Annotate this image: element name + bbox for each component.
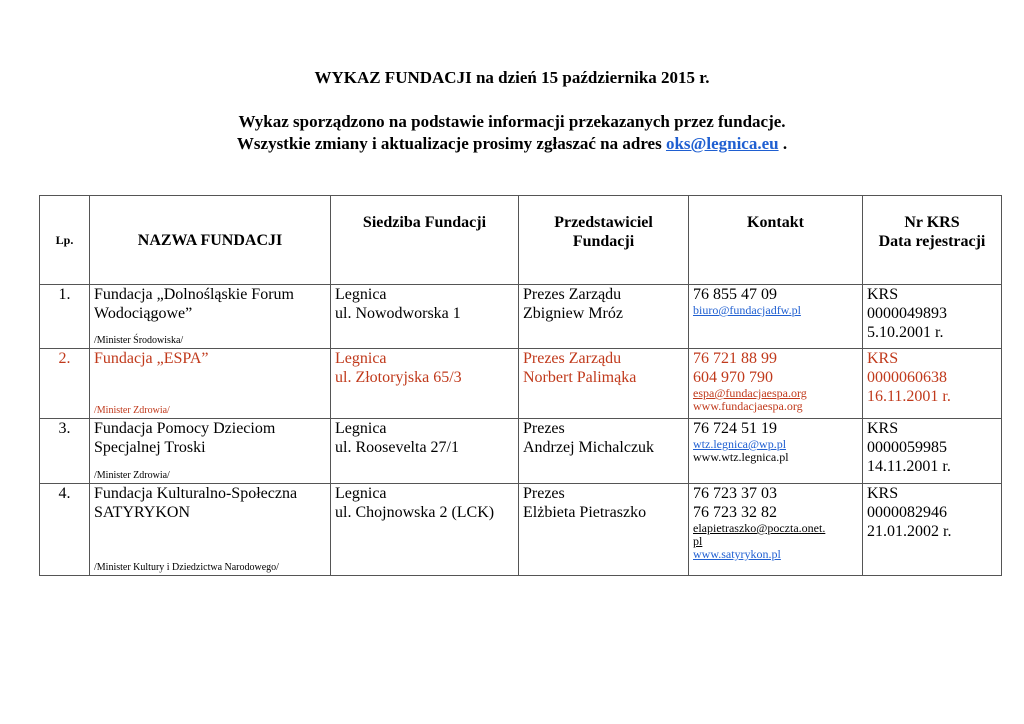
- row-name: [90, 285, 331, 349]
- row-email-link[interactable]: biuro@fundacjadfw.pl: [693, 303, 801, 317]
- row-name-line2: Wodociągowe”: [94, 305, 193, 322]
- row-email-link[interactable]: espa@fundacjaespa.org: [693, 386, 807, 400]
- row-seat: [331, 419, 519, 484]
- row-rep-role: Prezes: [523, 485, 565, 502]
- row-representative: [519, 285, 689, 349]
- row-krs-date: 21.01.2002 r.: [867, 523, 952, 540]
- document-contact-line: [0, 134, 1024, 154]
- row-lp: 4.: [40, 484, 90, 576]
- row-name-line1: Fundacja „Dolnośląskie Forum: [94, 286, 294, 303]
- contact-email-link[interactable]: oks@legnica.eu: [665, 134, 779, 153]
- row-contact: [689, 285, 863, 349]
- row-name-line1: Fundacja Kulturalno-Społeczna: [94, 485, 298, 502]
- row-minister: /Minister Zdrowia/: [94, 470, 170, 481]
- row-krs-date: 5.10.2001 r.: [867, 324, 944, 341]
- row-phone: 76 855 47 09: [693, 286, 777, 303]
- row-phone-2: 76 723 32 82: [693, 504, 777, 521]
- row-lp: 1.: [40, 285, 90, 349]
- row-email-line2[interactable]: pl: [693, 534, 703, 548]
- col-header-krs-line2: Data rejestracji: [878, 233, 986, 250]
- row-rep-person: Elżbieta Pietraszko: [523, 504, 647, 521]
- row-contact: [689, 419, 863, 484]
- row-name: [90, 349, 331, 419]
- row-krs-number: 0000060638: [867, 369, 947, 386]
- row-rep-person: Zbigniew Mróz: [523, 305, 623, 322]
- row-seat-city: Legnica: [335, 350, 387, 367]
- row-lp: 3.: [40, 419, 90, 484]
- row-website[interactable]: www.wtz.legnica.pl: [693, 450, 789, 464]
- contact-line-prefix: Wszystkie zmiany i aktualizacje prosimy zgłaszać na adres: [236, 134, 662, 153]
- row-krs: [863, 419, 1002, 484]
- row-seat: [331, 349, 519, 419]
- row-contact: [689, 484, 863, 576]
- row-name: [90, 484, 331, 576]
- row-name: [90, 419, 331, 484]
- row-minister: /Minister Kultury i Dziedzictwa Narodowego/: [94, 562, 279, 573]
- row-seat: [331, 484, 519, 576]
- col-header-rep-line2: Fundacji: [572, 233, 635, 250]
- row-rep-person: Andrzej Michalczuk: [523, 439, 655, 456]
- contact-line-suffix: .: [778, 134, 788, 153]
- row-rep-person: Norbert Palimąka: [523, 369, 637, 386]
- row-rep-role: Prezes: [523, 420, 565, 437]
- table-row: [40, 285, 1002, 349]
- row-seat: [331, 285, 519, 349]
- col-header-name: NAZWA FUNDACJI: [90, 196, 331, 285]
- row-website[interactable]: www.satyrykon.pl: [693, 547, 781, 561]
- col-header-krs: [863, 196, 1002, 285]
- row-representative: [519, 419, 689, 484]
- row-name-line2: SATYRYKON: [94, 504, 191, 521]
- row-rep-role: Prezes Zarządu: [523, 286, 622, 303]
- row-seat-street: ul. Roosevelta 27/1: [335, 439, 459, 456]
- col-header-contact: Kontakt: [689, 196, 863, 285]
- row-phone: 76 721 88 99: [693, 350, 777, 367]
- row-rep-role: Prezes Zarządu: [523, 350, 622, 367]
- row-seat-street: ul. Nowodworska 1: [335, 305, 461, 322]
- row-name-line1: Fundacja Pomocy Dzieciom: [94, 420, 276, 437]
- row-name-line1: Fundacja „ESPA”: [94, 350, 209, 367]
- row-lp: 2.: [40, 349, 90, 419]
- col-header-lp: Lp.: [40, 196, 90, 285]
- row-minister: /Minister Środowiska/: [94, 335, 184, 346]
- table-row: [40, 349, 1002, 419]
- table-header-row: [40, 196, 1002, 285]
- row-seat-city: Legnica: [335, 286, 387, 303]
- row-krs-date: 16.11.2001 r.: [867, 388, 951, 405]
- row-krs-label: KRS: [867, 420, 899, 437]
- row-krs-number: 0000059985: [867, 439, 947, 456]
- row-email-link[interactable]: wtz.legnica@wp.pl: [693, 437, 787, 451]
- row-seat-city: Legnica: [335, 485, 387, 502]
- col-header-krs-line1: Nr KRS: [904, 214, 960, 231]
- row-contact: [689, 349, 863, 419]
- row-krs: [863, 349, 1002, 419]
- row-minister: /Minister Zdrowia/: [94, 405, 170, 416]
- row-phone: 76 724 51 19: [693, 420, 777, 437]
- row-phone: 76 723 37 03: [693, 485, 777, 502]
- row-krs-label: KRS: [867, 286, 899, 303]
- table-row: [40, 419, 1002, 484]
- row-website[interactable]: www.fundacjaespa.org: [693, 399, 803, 413]
- row-representative: [519, 484, 689, 576]
- table-row: [40, 484, 1002, 576]
- col-header-seat: Siedziba Fundacji: [331, 196, 519, 285]
- row-krs: [863, 484, 1002, 576]
- row-seat-city: Legnica: [335, 420, 387, 437]
- row-representative: [519, 349, 689, 419]
- row-krs-label: KRS: [867, 350, 899, 367]
- col-header-representative: [519, 196, 689, 285]
- row-krs: [863, 285, 1002, 349]
- row-phone-2: 604 970 790: [693, 369, 773, 386]
- document-subtitle: Wykaz sporządzono na podstawie informacji przekazanych przez fundacje.: [238, 112, 786, 131]
- row-krs-number: 0000082946: [867, 504, 947, 521]
- row-krs-date: 14.11.2001 r.: [867, 458, 951, 475]
- col-header-rep-line1: Przedstawiciel: [554, 214, 653, 231]
- row-seat-street: ul. Chojnowska 2 (LCK): [335, 504, 495, 521]
- row-krs-number: 0000049893: [867, 305, 947, 322]
- foundations-table: [39, 195, 1002, 576]
- row-seat-street: ul. Złotoryjska 65/3: [335, 369, 462, 386]
- row-krs-label: KRS: [867, 485, 899, 502]
- row-name-line2: Specjalnej Troski: [94, 439, 206, 456]
- document-title: WYKAZ FUNDACJI na dzień 15 października 2015 r.: [314, 68, 710, 87]
- row-email-line1[interactable]: elapietraszko@poczta.onet.: [693, 521, 826, 535]
